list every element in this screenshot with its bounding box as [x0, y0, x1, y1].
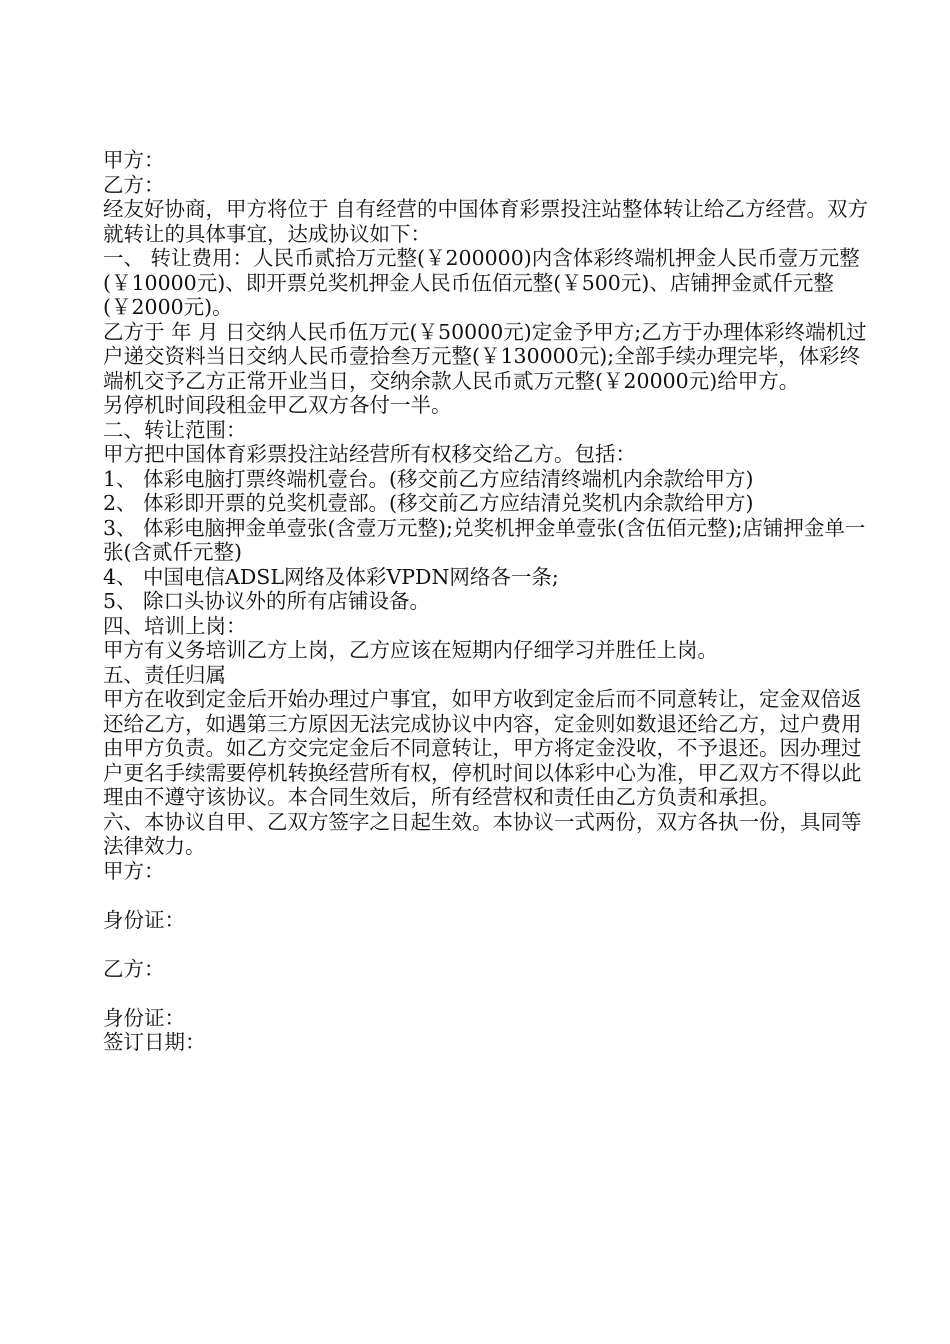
- scope-item-4: 4、 中国电信ADSL网络及体彩VPDN网络各一条;: [103, 564, 559, 589]
- liability-paragraph: 甲方在收到定金后开始办理过户事宜，如甲方收到定金后而不同意转让，定金双倍返还给乙方，如遇第三方原因无法完成协议中内容，定金则如数退还给乙方，过户费用由甲方负责。如乙方交完定金后不同意转让，甲方将定金没收，不予退还。因办理过户更名手续需要停机转换经营所有权，停机时间以体彩中心为准，甲乙双方不得以此理由不遵守该协议。本合同生效后，所有经营权和责任由乙方负责和承担。: [103, 687, 862, 809]
- signature-party-b: 乙方：: [103, 956, 165, 981]
- scope-item-3: 3、 体彩电脑押金单壹张(含壹万元整);兑奖机押金单壹张(含伍佰元整);店铺押金单一张(含贰仟元整): [103, 515, 866, 564]
- intro-paragraph: 经友好协商，甲方将位于 自有经营的中国体育彩票投注站整体转让给乙方经营。双方就转让的具体事宜，达成协议如下：: [103, 197, 869, 246]
- signature-id-b: 身份证：: [103, 1005, 185, 1030]
- signature-spacer: [103, 883, 873, 908]
- contract-document: [103, 148, 873, 1055]
- scope-item-5: 5、 除口头协议外的所有店铺设备。: [103, 589, 431, 613]
- transfer-scope-intro: 甲方把中国体育彩票投注站经营所有权移交给乙方。包括：: [103, 442, 636, 466]
- section-training-heading: 四、培训上岗：: [103, 613, 247, 638]
- signature-spacer: [103, 932, 873, 957]
- party-a-label: 甲方：: [103, 148, 165, 172]
- scope-item-2: 2、 体彩即开票的兑奖机壹部。(移交前乙方应结清兑奖机内余款给甲方): [103, 491, 754, 515]
- scope-item-1: 1、 体彩电脑打票终端机壹台。(移交前乙方应结清终端机内余款给甲方): [103, 466, 754, 491]
- clause-payment-schedule: 乙方于 年 月 日交纳人民币伍万元(￥50000元)定金予甲方;乙方于办理体彩终端机过户递交资料当日交纳人民币壹拾叁万元整(￥130000元);全部手续办理完毕，体彩终端机交予乙方正常开业当日，交纳余款人民币贰万元整(￥20000元)给甲方。: [103, 319, 867, 393]
- training-paragraph: 甲方有义务培训乙方上岗，乙方应该在短期内仔细学习并胜任上岗。: [103, 638, 718, 662]
- party-b-label: 乙方：: [103, 172, 165, 197]
- signature-id-a: 身份证：: [103, 907, 185, 932]
- effective-clause: 六、本协议自甲、乙双方签字之日起生效。本协议一式两份，双方各执一份，具同等法律效力。: [103, 809, 862, 858]
- section-liability-heading: 五、责任归属: [103, 662, 226, 687]
- signature-spacer: [103, 981, 873, 1006]
- clause-rent-split: 另停机时间段租金甲乙双方各付一半。: [103, 393, 452, 417]
- signature-party-a: 甲方：: [103, 858, 165, 883]
- signature-date: 签订日期：: [103, 1030, 206, 1054]
- section-transfer-scope-heading: 二、转让范围：: [103, 417, 247, 442]
- clause-transfer-fee: 一、 转让费用：人民币贰拾万元整(￥200000)内含体彩终端机押金人民币壹万元整(￥10000元)、即开票兑奖机押金人民币伍佰元整(￥500元)、店铺押金贰仟元整(￥2000元)。: [103, 246, 860, 319]
